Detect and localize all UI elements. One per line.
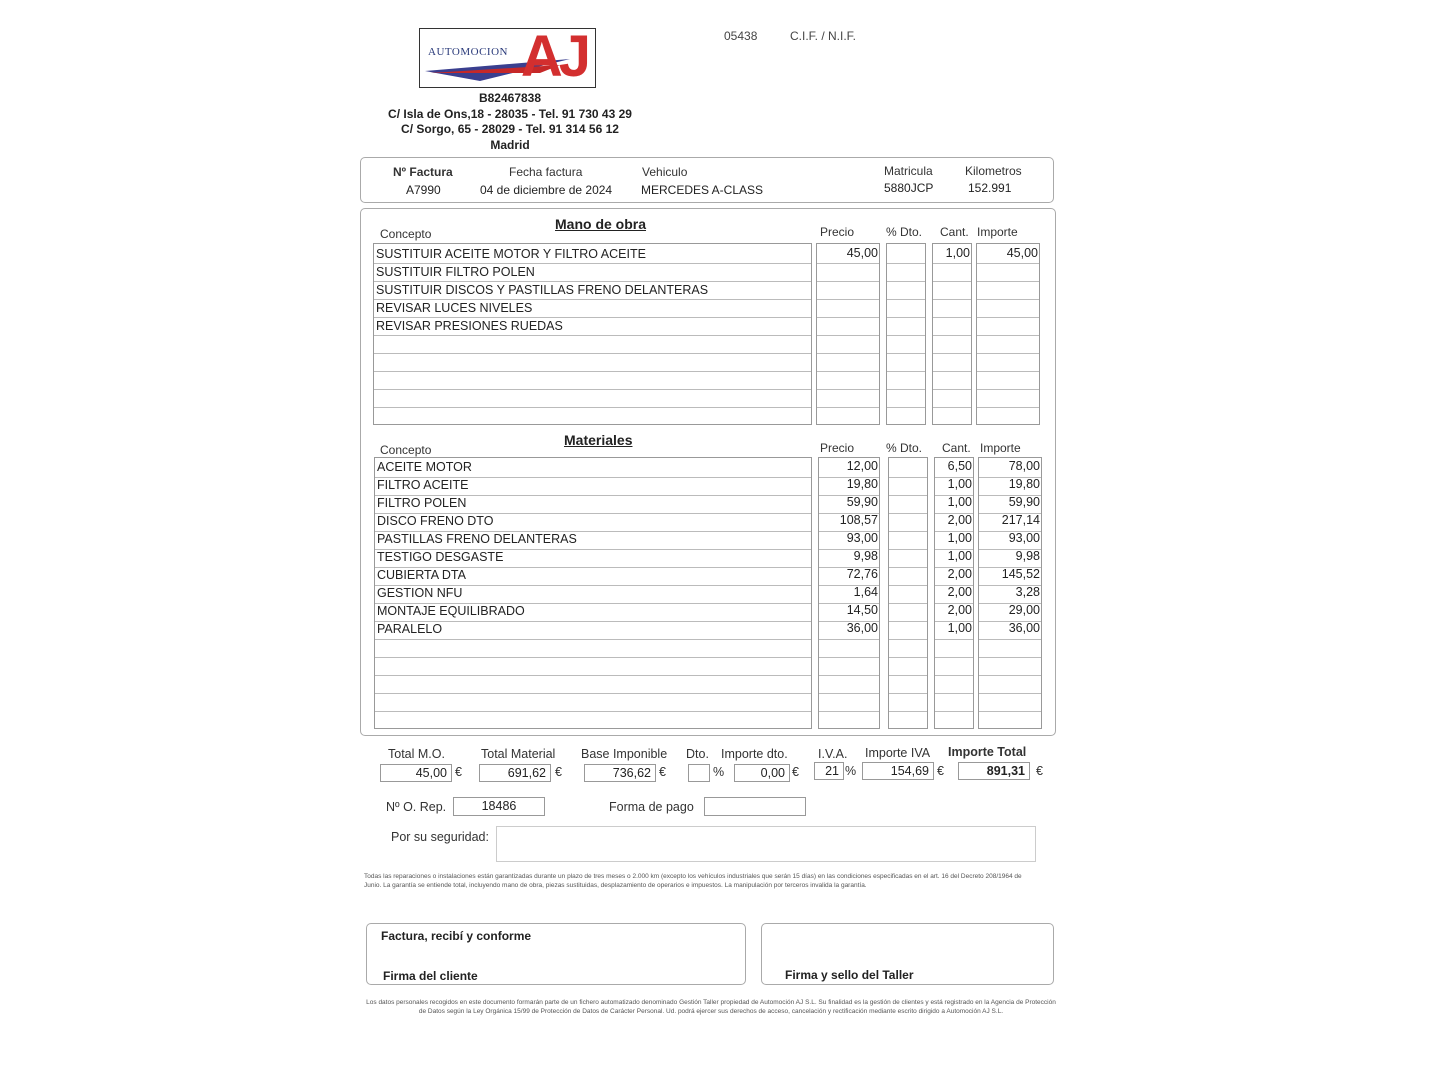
euro-sign: € (455, 765, 462, 779)
ruled-line (889, 549, 927, 550)
ruled-line (817, 353, 879, 354)
material-price: 19,80 (846, 477, 878, 491)
dto-label: Dto. (686, 747, 709, 761)
security-label: Por su seguridad: (391, 830, 489, 844)
invoice-header-box (360, 157, 1054, 203)
material-concept: CUBIERTA DTA (377, 568, 466, 582)
material-amount: 29,00 (1008, 603, 1040, 617)
ruled-line (374, 353, 811, 354)
material-price: 9,98 (853, 549, 878, 563)
material-amount: 93,00 (1008, 531, 1040, 545)
ruled-line (935, 657, 973, 658)
ruled-line (979, 639, 1041, 640)
importe-iva-label: Importe IVA (865, 746, 931, 760)
material-price: 1,64 (853, 585, 878, 599)
ruled-line (889, 711, 927, 712)
total-material-value: 691,62 (479, 764, 551, 782)
conforme-label: Factura, recibí y conforme (381, 929, 532, 943)
material-amount: 9,98 (1015, 549, 1040, 563)
total-mo-label: Total M.O. (388, 747, 445, 761)
material-qty: 1,00 (947, 495, 972, 509)
ruled-line (817, 281, 879, 282)
iva-value: 21 (814, 762, 844, 780)
material-qty: 1,00 (947, 621, 972, 635)
ruled-line (935, 675, 973, 676)
invoice-number-label: Nº Factura (393, 165, 453, 179)
material-qty: 1,00 (947, 477, 972, 491)
privacy-text: Los datos personales recogidos en este documento formarán parte de un fichero automatizado denominado Gestión Taller propiedad de Automoción AJ S.L. Su finalidad es la gestión de clientes y está registrado en la Agencia de Protección de Datos según la Ley Orgánica 15/99 de Protección de Datos de Carácter Personal. Ud. podrá ejercer sus derechos de acceso, cancelación y rectificación mediante escrito dirigido a Automoción AJ S.L. (366, 999, 1056, 1015)
ruled-line (977, 317, 1039, 318)
ruled-line (819, 657, 879, 658)
base-imponible-value: 736,62 (584, 764, 656, 782)
labor-concept: SUSTITUIR ACEITE MOTOR Y FILTRO ACEITE (376, 247, 646, 261)
invoice-number: A7990 (406, 183, 441, 197)
client-signature-box (366, 923, 746, 985)
ruled-line (889, 477, 927, 478)
ruled-line (887, 299, 925, 300)
labor-concept: SUSTITUIR FILTRO POLEN (376, 265, 535, 279)
material-price: 12,00 (846, 459, 878, 473)
ruled-line (817, 389, 879, 390)
vehicle-value: MERCEDES A-CLASS (641, 183, 764, 197)
material-amount: 145,52 (1001, 567, 1040, 581)
material-amount: 59,90 (1008, 495, 1040, 509)
company-address-2: C/ Sorgo, 65 - 28029 - Tel. 91 314 56 12 (401, 122, 619, 136)
ruled-line (887, 281, 925, 282)
labor-price-header: Precio (820, 225, 855, 239)
ruled-line (374, 299, 811, 300)
material-concept: GESTION NFU (377, 586, 463, 600)
labor-price: 45,00 (846, 246, 878, 260)
material-concept: PARALELO (377, 622, 443, 636)
materials-price-header: Precio (820, 441, 855, 455)
labor-concept: REVISAR LUCES NIVELES (376, 301, 533, 315)
ruled-line (979, 711, 1041, 712)
material-concept: FILTRO ACEITE (377, 478, 469, 492)
payment-method-value (704, 797, 806, 816)
cif-label: C.I.F. / N.I.F. (790, 29, 857, 43)
importe-dto-value: 0,00 (734, 764, 790, 782)
ruled-line (375, 657, 811, 658)
material-amount: 3,28 (1015, 585, 1040, 599)
ruled-line (977, 299, 1039, 300)
logo-small-text: AUTOMOCION (428, 46, 508, 58)
importe-dto-label: Importe dto. (721, 747, 788, 761)
ruled-line (933, 317, 971, 318)
importe-iva-value: 154,69 (862, 762, 934, 780)
material-qty: 1,00 (947, 531, 972, 545)
ruled-line (887, 371, 925, 372)
company-city: Madrid (490, 137, 530, 152)
ruled-line (977, 263, 1039, 264)
ruled-line (889, 531, 927, 532)
ruled-line (977, 335, 1039, 336)
payment-method-label: Forma de pago (609, 800, 694, 814)
security-box (496, 826, 1036, 862)
ruled-line (374, 317, 811, 318)
material-qty: 2,00 (947, 513, 972, 527)
ruled-line (933, 335, 971, 336)
client-signature-label: Firma del cliente (383, 969, 478, 983)
ruled-line (933, 389, 971, 390)
material-amount: 19,80 (1008, 477, 1040, 491)
total-mo-value: 45,00 (380, 764, 452, 782)
material-concept: PASTILLAS FRENO DELANTERAS (377, 532, 577, 546)
shop-signature-box (761, 923, 1054, 985)
ruled-line (979, 657, 1041, 658)
materials-dto-column (888, 457, 928, 729)
invoice-date-label: Fecha factura (509, 165, 583, 179)
ruled-line (935, 639, 973, 640)
material-concept: ACEITE MOTOR (377, 460, 472, 474)
ruled-line (817, 371, 879, 372)
ruled-line (887, 407, 925, 408)
materials-amount-header: Importe (980, 441, 1021, 455)
ruled-line (977, 353, 1039, 354)
labor-price-column (816, 243, 880, 425)
material-qty: 2,00 (947, 585, 972, 599)
material-price: 14,50 (846, 603, 878, 617)
material-price: 108,57 (839, 513, 878, 527)
ruled-line (979, 693, 1041, 694)
ruled-line (977, 281, 1039, 282)
repair-order-value: 18486 (453, 797, 545, 816)
euro-sign: € (659, 765, 666, 779)
ruled-line (374, 263, 811, 264)
ruled-line (819, 675, 879, 676)
euro-sign: € (792, 765, 799, 779)
labor-qty: 1,00 (945, 246, 970, 260)
ruled-line (979, 675, 1041, 676)
plate-value: 5880JCP (884, 181, 934, 195)
document-number: 05438 (724, 29, 758, 43)
ruled-line (819, 693, 879, 694)
ruled-line (933, 281, 971, 282)
plate-label: Matricula (884, 164, 933, 178)
ruled-line (375, 639, 811, 640)
iva-label: I.V.A. (818, 747, 848, 761)
ruled-line (889, 621, 927, 622)
ruled-line (374, 335, 811, 336)
materials-title: Materiales (564, 432, 633, 448)
material-concept: DISCO FRENO DTO (377, 514, 494, 528)
ruled-line (817, 299, 879, 300)
materials-dto-header: % Dto. (886, 441, 923, 455)
ruled-line (819, 711, 879, 712)
labor-qty-header: Cant. (940, 225, 969, 239)
ruled-line (977, 389, 1039, 390)
labor-concept: SUSTITUIR DISCOS Y PASTILLAS FRENO DELANTERAS (376, 283, 709, 297)
labor-amount-header: Importe (977, 225, 1018, 239)
labor-concept-header: Concepto (380, 227, 432, 241)
materials-qty-header: Cant. (942, 441, 971, 455)
labor-dto-column (886, 243, 926, 425)
invoice-date: 04 de diciembre de 2024 (480, 183, 613, 197)
material-price: 59,90 (846, 495, 878, 509)
ruled-line (374, 371, 811, 372)
repair-order-label: Nº O. Rep. (386, 800, 447, 814)
ruled-line (889, 513, 927, 514)
company-cif: B82467838 (478, 91, 542, 105)
ruled-line (887, 335, 925, 336)
material-concept: TESTIGO DESGASTE (377, 550, 504, 564)
company-logo (419, 28, 596, 88)
labor-amount-column (976, 243, 1040, 425)
ruled-line (887, 263, 925, 264)
material-qty: 2,00 (947, 567, 972, 581)
material-amount: 217,14 (1001, 513, 1040, 527)
warranty-text: Todas las reparaciones o instalaciones están garantizadas durante un plazo de tres meses o 2.000 km (excepto los vehículos industriales que serán 15 días) en las condiciones especificadas en el art. 16 del Decreto 208/1964 de Junio. La garantía se entiende total, incluyendo mano de obra, piezas sustituidas, desplazamiento de operarios e impuestos. La manipulación por terceros invalida la garantía. (364, 873, 1022, 889)
percent-sign: % (845, 764, 857, 778)
importe-total-label: Importe Total (948, 745, 1027, 759)
euro-sign: € (937, 764, 944, 778)
labor-qty-column (932, 243, 972, 425)
ruled-line (933, 371, 971, 372)
material-amount: 36,00 (1008, 621, 1040, 635)
material-qty: 1,00 (947, 549, 972, 563)
ruled-line (374, 407, 811, 408)
ruled-line (977, 371, 1039, 372)
ruled-line (889, 567, 927, 568)
ruled-line (887, 353, 925, 354)
material-price: 72,76 (846, 567, 878, 581)
km-label: Kilometros (965, 164, 1022, 178)
labor-amount: 45,00 (1006, 246, 1038, 260)
ruled-line (374, 389, 811, 390)
ruled-line (887, 317, 925, 318)
ruled-line (889, 585, 927, 586)
ruled-line (375, 675, 811, 676)
ruled-line (817, 335, 879, 336)
material-price: 36,00 (846, 621, 878, 635)
labor-dto-header: % Dto. (886, 225, 923, 239)
labor-title: Mano de obra (555, 216, 647, 232)
material-price: 93,00 (846, 531, 878, 545)
importe-total-value: 891,31 (958, 762, 1030, 780)
ruled-line (933, 353, 971, 354)
ruled-line (977, 407, 1039, 408)
material-qty: 6,50 (947, 459, 972, 473)
material-qty: 2,00 (947, 603, 972, 617)
company-address-1: C/ Isla de Ons,18 - 28035 - Tel. 91 730 43 29 (388, 106, 632, 121)
labor-concept: REVISAR PRESIONES RUEDAS (376, 319, 563, 333)
ruled-line (935, 693, 973, 694)
ruled-line (889, 693, 927, 694)
ruled-line (933, 299, 971, 300)
dto-value (688, 764, 710, 782)
ruled-line (887, 389, 925, 390)
euro-sign: € (1036, 764, 1043, 778)
km-value: 152.991 (968, 181, 1012, 195)
ruled-line (889, 603, 927, 604)
material-concept: FILTRO POLEN (377, 496, 467, 510)
ruled-line (817, 263, 879, 264)
ruled-line (889, 495, 927, 496)
percent-sign: % (713, 765, 725, 779)
ruled-line (889, 675, 927, 676)
material-concept: MONTAJE EQUILIBRADO (377, 604, 525, 618)
material-amount: 78,00 (1008, 459, 1040, 473)
vehicle-label: Vehiculo (642, 165, 688, 179)
materials-concept-header: Concepto (380, 443, 432, 457)
ruled-line (935, 711, 973, 712)
total-material-label: Total Material (481, 747, 556, 761)
ruled-line (819, 639, 879, 640)
shop-signature-label: Firma y sello del Taller (785, 968, 914, 982)
logo-aj-text: AJ (520, 28, 587, 88)
ruled-line (889, 639, 927, 640)
ruled-line (375, 693, 811, 694)
company-info (370, 91, 650, 153)
ruled-line (817, 407, 879, 408)
ruled-line (933, 407, 971, 408)
ruled-line (817, 317, 879, 318)
ruled-line (933, 263, 971, 264)
ruled-line (375, 711, 811, 712)
ruled-line (374, 281, 811, 282)
euro-sign: € (555, 765, 562, 779)
ruled-line (889, 657, 927, 658)
base-imponible-label: Base Imponible (581, 747, 668, 761)
